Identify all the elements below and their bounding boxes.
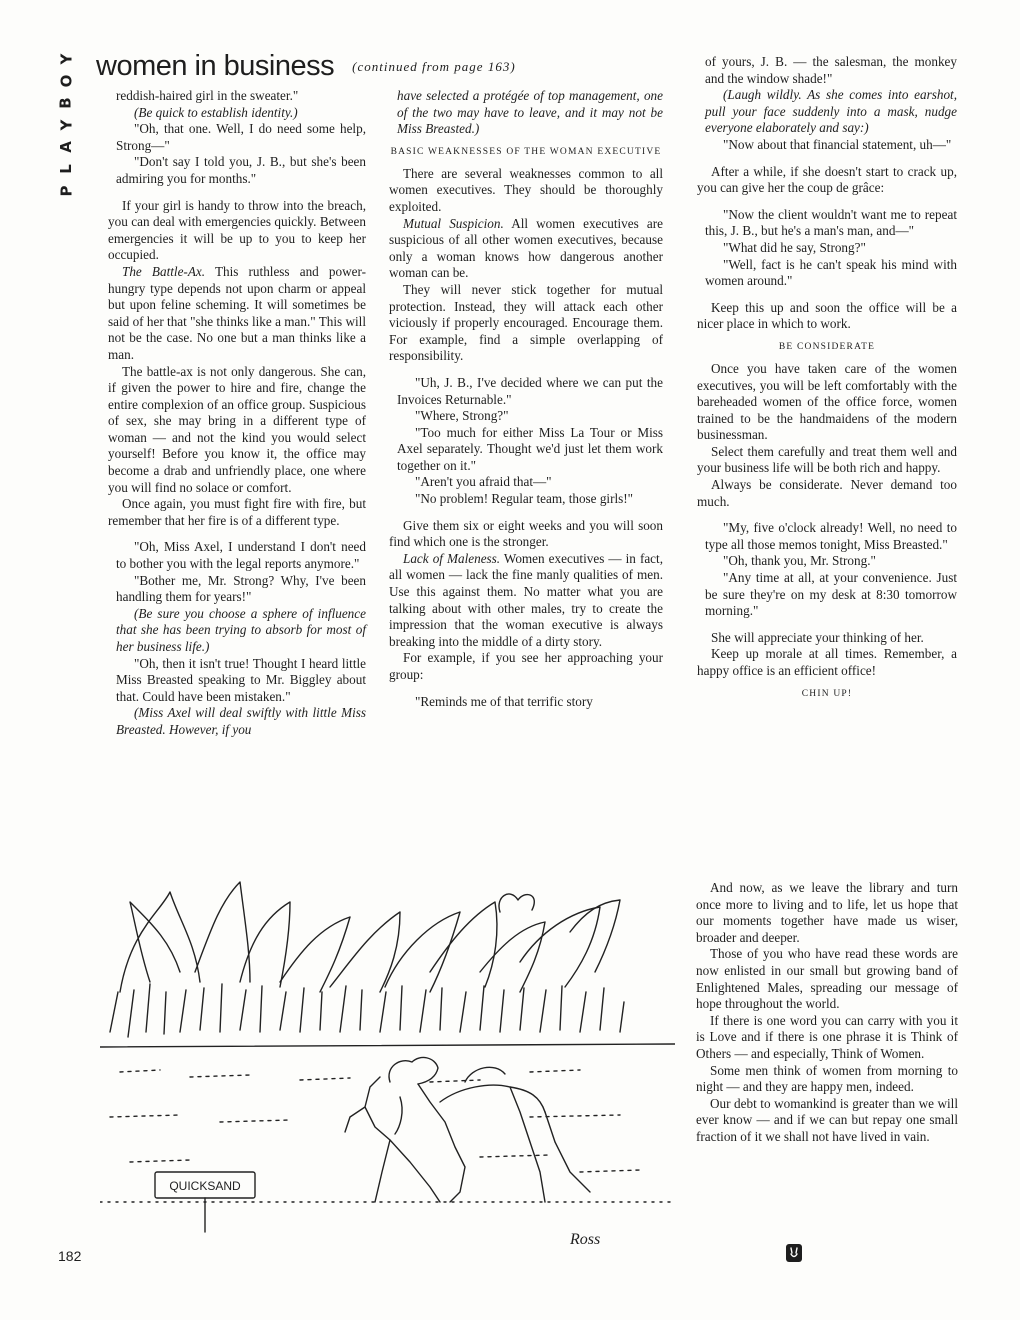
masthead-letter: L [57,164,75,174]
body-paragraph: Those of you who have read these words are now enlisted in our small but growing band of Enlightened Males, spreading our message of hope throughout the world. [696,946,958,1012]
body-paragraph: Once you have taken care of the women executives, you will be left comfortably with the bareheaded women of the office force, women trained to be the handmaidens of the modern businessman. [697,360,957,443]
body-paragraph: Once again, you must fight fire with fire, but remember that her fire is of a different type. [108,496,366,528]
masthead-letter: P [57,185,75,197]
body-paragraph: And now, as we leave the library and turn once more to living and to life, let us hope that our moments together have made us wiser, broader and deeper. [696,880,958,945]
paragraph-gap [697,197,957,207]
paragraph-gap [697,620,957,630]
body-paragraph: There are several weaknesses common to all women executives. They should be thoroughly exploited. [389,165,663,214]
section-heading: CHIN UP! [801,688,853,699]
body-paragraph: Always be considerate. Never demand too much. [697,477,957,509]
paragraph-gap [697,290,957,300]
masthead-letter: O [56,74,75,88]
dialogue-line: "Don't say I told you, J. B., but she's been admiring you for months." [116,154,366,186]
body-paragraph: Some men think of women from morning to night — and they are happy men, indeed. [696,1062,958,1095]
dialogue-line: "Oh, that one. Well, I do need some help, Strong—" [116,121,366,153]
body-paragraph: Lack of Maleness. Women executives — in fact, all women — lack the fine manly qualities of men. Use this against them. No matter what you are talking about with other males, try to create the impression that the woman executive is always breaking into the middle of a dirty story. [389,550,663,649]
run-in-heading: Lack of Maleness. [403,550,501,566]
text-column-2 [389,88,663,710]
text-column-3 [697,54,957,708]
dialogue-line: "Now the client wouldn't want me to repeat this, J. B., but he's a man's man, and—" [705,206,957,239]
dialogue-line: "Now about that financial statement, uh—" [723,136,952,152]
stage-direction: have selected a protégée of top management, one of the two may have to leave, and it may not be Miss Breasted.) [397,88,663,137]
dialogue-line: "What did he say, Strong?" [723,239,866,255]
stage-direction: (Be quick to establish identity.) [134,104,298,120]
dialogue-line: "Too much for either Miss La Tour or Miss Axel separately. Thought we'd just let them work together on it." [397,424,663,473]
quicksand-cartoon [100,872,675,1252]
paragraph-gap [389,684,663,694]
text-column-1 [108,88,366,739]
section-heading: BE CONSIDERATE [778,341,876,352]
dialogue-line: "Reminds me of that terrific story [415,693,593,709]
continued-note: (continued from page 163) [352,59,516,74]
paragraph-gap [108,188,366,198]
body-paragraph: She will appreciate your thinking of her. [711,629,924,645]
body-paragraph: Give them six or eight weeks and you will soon find which one is the stronger. [389,517,663,550]
dialogue-line: "Oh, thank you, Mr. Strong." [723,553,876,569]
dialogue-line: "Uh, J. B., I've decided where we can put the Invoices Returnable." [397,374,663,407]
masthead-letter: Y [57,119,75,131]
dialogue-line: "My, five o'clock already! Well, no need to type all those memos tonight, Miss Breasted." [705,520,957,552]
artist-signature: Ross [570,1231,601,1248]
paragraph-gap [697,510,957,520]
body-paragraph: Mutual Suspicion. All women executives are suspicious of all other women executives, because only a woman knows how dangerous another woman can be. [389,215,663,281]
dialogue-line: "Where, Strong?" [415,408,509,424]
paragraph-gap [389,508,663,518]
body-paragraph: The battle-ax is not only dangerous. She can, if given the power to hire and fire, change the entire complexion of an office group. Suspicious of sex, she may bring in a different type of woman — and not the kind you would select yourself! Before you know it, the office may become a drab and unfriendly place, one where you will find no solace or comfort. [108,363,366,495]
dialogue-line: "Any time at all, at your convenience. Just be sure they're on my desk at 8:30 tomorrow morning." [705,570,957,619]
body-paragraph: Keep this up and soon the office will be a nicer place in which to work. [697,299,957,332]
stage-direction: (Miss Axel will deal swiftly with little Miss Breasted. However, if you [116,705,366,737]
stage-direction: (Be sure you choose a sphere of influence that she has been trying to absorb for most of her business life.) [116,605,366,654]
playboy-masthead [50,48,82,202]
quicksand-sign-text: QUICKSAND [169,1179,241,1193]
end-mark-bunny-icon [786,1244,802,1262]
dialogue-line: of yours, J. B. — the salesman, the monkey and the window shade!" [705,54,957,86]
article-title: women in business [96,50,335,82]
body-paragraph: Select them carefully and treat them well and your business life will be both rich and happy. [697,443,957,476]
dialogue-line: "Well, fact is he can't speak his mind with women around." [705,256,957,289]
run-in-heading: The Battle-Ax. [122,263,206,279]
masthead-letter: B [57,97,75,109]
body-paragraph: If your girl is handy to throw into the breach, you can deal with emergencies quickly. Between emergencies it will be up to you to keep her occupied. [108,197,366,263]
stage-direction: (Laugh wildly. As she comes into earshot, pull your face suddenly into a mask, nudge everyone elaborately and say:) [705,87,957,136]
paragraph-gap [389,365,663,375]
dialogue-line: "No problem! Regular team, those girls!" [415,491,634,507]
body-paragraph: Our debt to womankind is greater than we will ever know — and if we can but repay one small fraction of it we shall not have lived in vain. [696,1095,958,1144]
body-paragraph: For example, if you see her approaching your group: [389,650,663,682]
paragraph-gap [108,529,366,539]
dialogue-line: reddish-haired girl in the sweater." [116,88,299,103]
dialogue-line: "Oh, then it isn't true! Thought I heard little Miss Breasted speaking to Mr. Biggley about that. Could have been mistaken." [116,655,366,704]
paragraph-gap [697,154,957,164]
masthead-letter: Y [57,53,75,65]
body-paragraph: They will never stick together for mutual protection. Instead, they will attack each other viciously if properly encouraged. Encourage them. For example, find a simple overlapping of responsibility. [389,281,663,364]
run-in-heading: Mutual Suspicion. [403,215,504,231]
section-heading: BASIC WEAKNESSES OF THE WOMAN EXECUTIVE [390,146,662,157]
body-paragraph: After a while, if she doesn't start to crack up, you can give her the coup de grâce: [697,163,957,196]
dialogue-line: "Oh, Miss Axel, I understand I don't need to bother you with the legal reports anymore." [116,539,366,572]
body-paragraph: Keep up morale at all times. Remember, a happy office is an efficient office! [697,646,957,678]
body-paragraph: If there is one word you can carry with you it is Love and if there is one phrase it is Think of Others — and especially, Think of Women. [696,1012,958,1061]
dialogue-line: "Aren't you afraid that—" [415,474,552,490]
page-number: 182 [58,1248,82,1264]
body-paragraph: The Battle-Ax. This ruthless and power-hungry type depends not upon charm or appeal but upon feline scheming. It will sometimes be said of her that "she thinks like a man." This will not be the case. No one but a man thinks like a man. [108,263,366,362]
text-column-4 [696,880,958,1146]
dialogue-line: "Bother me, Mr. Strong? Why, I've been handling them for years!" [116,572,366,605]
masthead-letter: A [56,141,75,153]
headline [96,50,516,83]
